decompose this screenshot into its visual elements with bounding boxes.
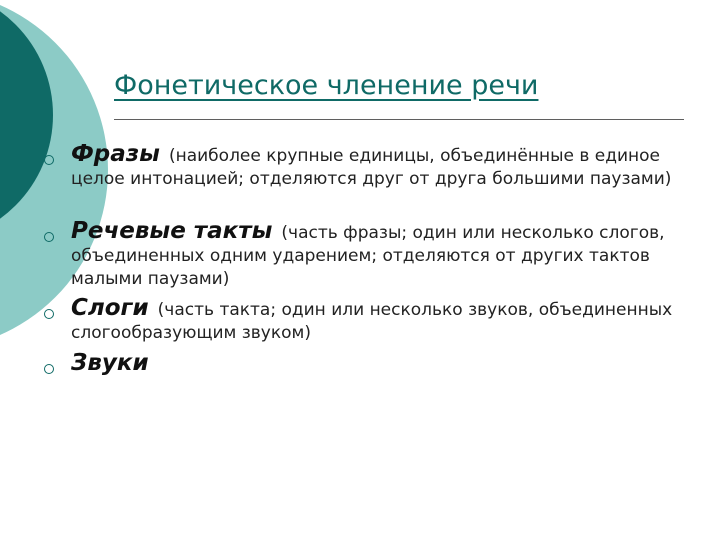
list-item-text (71, 297, 691, 345)
title-divider (114, 119, 684, 120)
term-description: (наиболее крупные единицы, объединённые в единое целое интонацией; отделяются друг от друга большими паузами) (71, 146, 672, 189)
hollow-circle-bullet-icon (44, 232, 54, 242)
term-phrases: Фразы (71, 141, 160, 167)
term-speech-measures: Речевые такты (71, 218, 273, 244)
hollow-circle-bullet-icon (44, 155, 54, 165)
term-sounds: Звуки (71, 350, 149, 376)
hollow-circle-bullet-icon (44, 309, 54, 319)
hollow-circle-bullet-icon (44, 364, 54, 374)
term-description: (часть такта; один или несколько звуков, объединенных слогообразующим звуком) (71, 300, 673, 343)
list-item-text (71, 143, 691, 191)
list-item-text (71, 352, 691, 377)
term-description: (часть фразы; один или несколько слогов, объединенных одним ударением; отделяются от других тактов малыми паузами) (71, 223, 665, 289)
list-item-text (71, 220, 691, 291)
term-syllables: Слоги (71, 295, 149, 321)
slide-title: Фонетическое членение речи (114, 70, 539, 101)
